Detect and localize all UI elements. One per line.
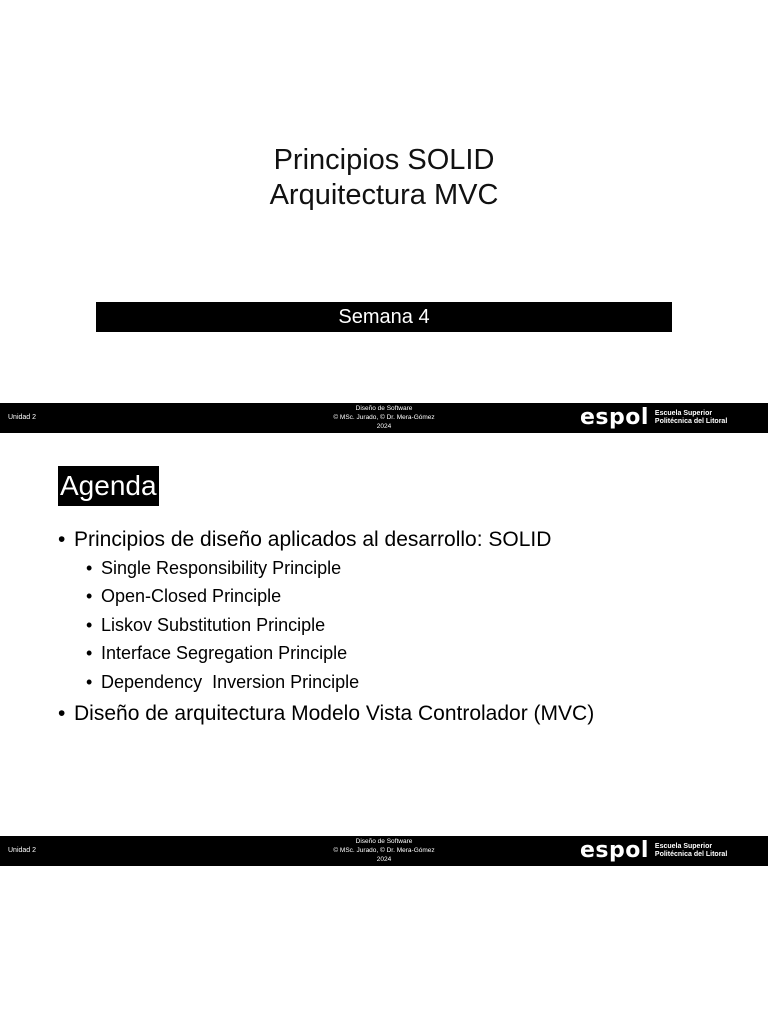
espol-logo [580, 838, 727, 864]
footer-course: Diseño de Software [355, 405, 413, 412]
bullet-solid: • Principios de diseño aplicados al desarrollo: SOLID [58, 526, 594, 554]
list-item: • Open-Closed Principle [86, 582, 594, 610]
espol-logo [580, 405, 727, 431]
footer-year: 2024 [376, 856, 392, 863]
slide1-title [0, 143, 768, 213]
slide1-title-line2: Arquitectura MVC [269, 179, 499, 211]
slide2-footer [0, 836, 768, 866]
logo-text [655, 410, 727, 426]
logo-word: espol [580, 838, 649, 863]
agenda-list [58, 526, 594, 728]
logo-line2: Politécnica del Litoral [654, 851, 728, 858]
footer-course: Diseño de Software [355, 838, 413, 845]
footer-year: 2024 [376, 423, 392, 430]
footer-center [284, 404, 484, 431]
logo-line1: Escuela Superior [654, 843, 713, 850]
list-item: • Single Responsibility Principle [86, 554, 594, 582]
footer-center [284, 837, 484, 864]
list-item: • Dependency Inversion Principle [86, 668, 594, 696]
slide1-footer [0, 403, 768, 433]
logo-line2: Politécnica del Litoral [654, 418, 728, 425]
footer-authors: © MSc. Jurado, © Dr. Mera-Gómez [333, 847, 435, 854]
agenda-title: Agenda [58, 466, 159, 506]
week-banner: Semana 4 [96, 302, 672, 332]
logo-text [655, 843, 727, 859]
sub-list-container [58, 554, 594, 700]
list-item: • Liskov Substitution Principle [86, 611, 594, 639]
logo-line1: Escuela Superior [654, 410, 713, 417]
footer-authors: © MSc. Jurado, © Dr. Mera-Gómez [333, 414, 435, 421]
logo-word: espol [580, 405, 649, 430]
slide1-title-line1: Principios SOLID [273, 144, 495, 176]
list-item: • Interface Segregation Principle [86, 639, 594, 667]
bullet-mvc: • Diseño de arquitectura Modelo Vista Controlador (MVC) [58, 700, 594, 728]
solid-principles-list [58, 554, 594, 700]
footer-unit: Unidad 2 [8, 847, 37, 854]
footer-unit: Unidad 2 [8, 414, 37, 421]
